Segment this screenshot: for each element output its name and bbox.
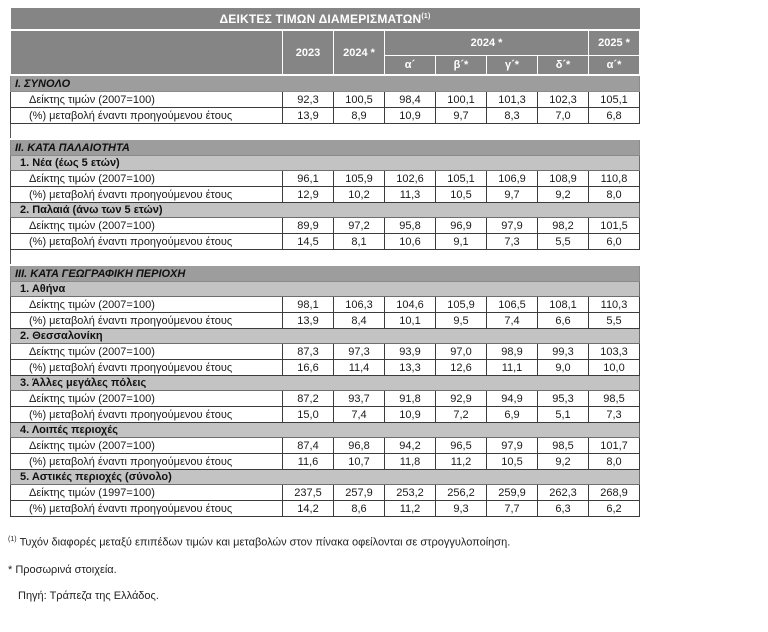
value-cell: 268,9	[589, 485, 640, 501]
row-label: (%) μεταβολή έναντι προηγούμενου έτους	[11, 407, 283, 423]
value-cell: 9,7	[487, 187, 538, 203]
value-cell: 8,0	[589, 187, 640, 203]
value-cell: 98,5	[538, 438, 589, 454]
value-cell: 100,5	[334, 92, 385, 108]
quarter-header-b: β´*	[436, 56, 487, 76]
subsection-heading-other-areas	[11, 423, 640, 438]
value-cell: 10,6	[385, 234, 436, 250]
value-cell: 7,3	[589, 407, 640, 423]
value-cell: 105,9	[436, 297, 487, 313]
value-cell: 11,8	[385, 454, 436, 470]
value-cell: 8,1	[334, 234, 385, 250]
value-cell: 11,2	[436, 454, 487, 470]
value-cell: 97,9	[487, 218, 538, 234]
quarter-header-a-2025: α´*	[589, 56, 640, 76]
value-cell: 98,5	[589, 391, 640, 407]
subsection-heading-new	[11, 156, 640, 171]
value-cell: 97,0	[436, 344, 487, 360]
value-cell: 7,4	[334, 407, 385, 423]
row-label: Δείκτης τιμών (2007=100)	[11, 297, 283, 313]
value-cell: 101,3	[487, 92, 538, 108]
section-heading-label: I. ΣΥΝΟΛΟ	[11, 75, 640, 92]
footnote-rounding-text: Τυχόν διαφορές μεταξύ επιπέδων τιμών και μεταβολών στον πίνακα οφείλονται σε στρογγυλοποίηση.	[19, 536, 511, 549]
value-cell: 257,9	[334, 485, 385, 501]
footnote-provisional: * Προσωρινά στοιχεία.	[8, 563, 117, 576]
table-row	[11, 360, 640, 376]
value-cell: 110,8	[589, 171, 640, 187]
value-cell: 96,8	[334, 438, 385, 454]
value-cell: 6,0	[589, 234, 640, 250]
value-cell: 14,2	[283, 501, 334, 517]
value-cell: 101,5	[589, 218, 640, 234]
value-cell: 253,2	[385, 485, 436, 501]
value-cell: 103,3	[589, 344, 640, 360]
value-cell: 6,3	[538, 501, 589, 517]
value-cell: 98,1	[283, 297, 334, 313]
value-cell: 10,0	[589, 360, 640, 376]
table-title-row	[11, 8, 640, 30]
table-row	[11, 344, 640, 360]
section-heading-label: II. ΚΑΤΑ ΠΑΛΑΙΟΤΗΤΑ	[11, 139, 640, 156]
value-cell: 97,3	[334, 344, 385, 360]
value-cell: 91,8	[385, 391, 436, 407]
value-cell: 7,2	[436, 407, 487, 423]
value-cell: 8,3	[487, 108, 538, 124]
table-row	[11, 501, 640, 517]
value-cell: 16,6	[283, 360, 334, 376]
group-header-2024-quarters: 2024 *	[385, 30, 589, 56]
quarter-header-a: α´	[385, 56, 436, 76]
row-label: Δείκτης τιμών (2007=100)	[11, 344, 283, 360]
row-label: (%) μεταβολή έναντι προηγούμενου έτους	[11, 187, 283, 203]
value-cell: 100,1	[436, 92, 487, 108]
value-cell: 256,2	[436, 485, 487, 501]
col-header-2023: 2023	[283, 30, 334, 75]
col-header-2024: 2024 *	[334, 30, 385, 75]
subsection-heading-label: 2. Θεσσαλονίκη	[11, 329, 640, 344]
value-cell: 106,9	[487, 171, 538, 187]
subsection-heading-athens	[11, 282, 640, 297]
value-cell: 105,1	[436, 171, 487, 187]
row-label: (%) μεταβολή έναντι προηγούμενου έτους	[11, 108, 283, 124]
subsection-heading-label: 4. Λοιπές περιοχές	[11, 423, 640, 438]
row-label: Δείκτης τιμών (2007=100)	[11, 438, 283, 454]
value-cell: 6,2	[589, 501, 640, 517]
row-label: Δείκτης τιμών (2007=100)	[11, 218, 283, 234]
value-cell: 15,0	[283, 407, 334, 423]
row-label: (%) μεταβολή έναντι προηγούμενου έτους	[11, 360, 283, 376]
value-cell: 87,4	[283, 438, 334, 454]
value-cell: 8,0	[589, 454, 640, 470]
section-gap	[11, 124, 640, 140]
subsection-heading-label: 1. Νέα (έως 5 ετών)	[11, 156, 640, 171]
table-row	[11, 454, 640, 470]
value-cell: 94,9	[487, 391, 538, 407]
table-row	[11, 187, 640, 203]
value-cell: 6,8	[589, 108, 640, 124]
value-cell: 12,6	[436, 360, 487, 376]
value-cell: 5,1	[538, 407, 589, 423]
table-row	[11, 171, 640, 187]
table-row	[11, 234, 640, 250]
value-cell: 6,6	[538, 313, 589, 329]
value-cell: 9,3	[436, 501, 487, 517]
quarter-header-d: δ´*	[538, 56, 589, 76]
row-label: Δείκτης τιμών (2007=100)	[11, 391, 283, 407]
value-cell: 11,2	[385, 501, 436, 517]
value-cell: 11,1	[487, 360, 538, 376]
value-cell: 105,9	[334, 171, 385, 187]
value-cell: 96,1	[283, 171, 334, 187]
value-cell: 11,6	[283, 454, 334, 470]
value-cell: 7,7	[487, 501, 538, 517]
value-cell: 106,3	[334, 297, 385, 313]
corner-cell	[11, 30, 283, 75]
value-cell: 98,4	[385, 92, 436, 108]
value-cell: 110,3	[589, 297, 640, 313]
table-row	[11, 438, 640, 454]
table-title	[11, 8, 640, 30]
footnotes	[8, 536, 748, 602]
subsection-heading-old	[11, 203, 640, 218]
value-cell: 13,9	[283, 313, 334, 329]
source-note: Πηγή: Τράπεζα της Ελλάδος.	[18, 589, 159, 602]
subsection-heading-label: 2. Παλαιά (άνω των 5 ετών)	[11, 203, 640, 218]
value-cell: 10,9	[385, 108, 436, 124]
value-cell: 8,4	[334, 313, 385, 329]
value-cell: 87,3	[283, 344, 334, 360]
table-row	[11, 407, 640, 423]
value-cell: 102,6	[385, 171, 436, 187]
title-footnote-ref: (1)	[421, 12, 431, 20]
subsection-heading-label: 1. Αθήνα	[11, 282, 640, 297]
subsection-heading-label: 5. Αστικές περιοχές (σύνολο)	[11, 470, 640, 485]
value-cell: 10,2	[334, 187, 385, 203]
value-cell: 106,5	[487, 297, 538, 313]
value-cell: 98,2	[538, 218, 589, 234]
value-cell: 101,7	[589, 438, 640, 454]
row-label: (%) μεταβολή έναντι προηγούμενου έτους	[11, 501, 283, 517]
value-cell: 98,9	[487, 344, 538, 360]
value-cell: 94,2	[385, 438, 436, 454]
value-cell: 105,1	[589, 92, 640, 108]
value-cell: 10,5	[436, 187, 487, 203]
value-cell: 10,9	[385, 407, 436, 423]
value-cell: 259,9	[487, 485, 538, 501]
value-cell: 9,5	[436, 313, 487, 329]
apartment-price-index-table	[10, 8, 640, 517]
table-row	[11, 313, 640, 329]
value-cell: 92,9	[436, 391, 487, 407]
section-heading-label: III. ΚΑΤΑ ΓΕΩΓΡΑΦΙΚΗ ΠΕΡΙΟΧΗ	[11, 265, 640, 282]
value-cell: 104,6	[385, 297, 436, 313]
header-row-years	[11, 30, 640, 56]
value-cell: 89,9	[283, 218, 334, 234]
value-cell: 9,0	[538, 360, 589, 376]
table-row	[11, 297, 640, 313]
table-row	[11, 218, 640, 234]
value-cell: 108,9	[538, 171, 589, 187]
row-label: (%) μεταβολή έναντι προηγούμενου έτους	[11, 234, 283, 250]
value-cell: 7,4	[487, 313, 538, 329]
section-gap	[11, 250, 640, 266]
subsection-heading-other-large-cities	[11, 376, 640, 391]
row-label: (%) μεταβολή έναντι προηγούμενου έτους	[11, 313, 283, 329]
value-cell: 92,3	[283, 92, 334, 108]
group-header-2025: 2025 *	[589, 30, 640, 56]
value-cell: 108,1	[538, 297, 589, 313]
value-cell: 262,3	[538, 485, 589, 501]
value-cell: 11,4	[334, 360, 385, 376]
value-cell: 9,1	[436, 234, 487, 250]
table-row	[11, 391, 640, 407]
value-cell: 7,3	[487, 234, 538, 250]
row-label: Δείκτης τιμών (2007=100)	[11, 171, 283, 187]
value-cell: 97,9	[487, 438, 538, 454]
row-label: Δείκτης τιμών (1997=100)	[11, 485, 283, 501]
table-title-text: ΔΕΙΚΤΕΣ ΤΙΜΩΝ ΔΙΑΜΕΡΙΣΜΑΤΩΝ	[219, 11, 422, 26]
value-cell: 9,2	[538, 187, 589, 203]
value-cell: 13,9	[283, 108, 334, 124]
value-cell: 96,5	[436, 438, 487, 454]
table-row	[11, 92, 640, 108]
section-heading-by-region	[11, 265, 640, 282]
section-heading-total	[11, 75, 640, 92]
value-cell: 93,9	[385, 344, 436, 360]
table-row	[11, 108, 640, 124]
row-label: Δείκτης τιμών (2007=100)	[11, 92, 283, 108]
table-body	[11, 75, 640, 517]
footnote-rounding	[8, 536, 748, 549]
value-cell: 99,3	[538, 344, 589, 360]
table-header	[11, 8, 640, 75]
value-cell: 97,2	[334, 218, 385, 234]
value-cell: 10,7	[334, 454, 385, 470]
value-cell: 95,8	[385, 218, 436, 234]
value-cell: 93,7	[334, 391, 385, 407]
value-cell: 9,7	[436, 108, 487, 124]
value-cell: 12,9	[283, 187, 334, 203]
subsection-heading-label: 3. Άλλες μεγάλες πόλεις	[11, 376, 640, 391]
value-cell: 5,5	[538, 234, 589, 250]
section-heading-by-age	[11, 139, 640, 156]
value-cell: 95,3	[538, 391, 589, 407]
value-cell: 11,3	[385, 187, 436, 203]
value-cell: 8,9	[334, 108, 385, 124]
value-cell: 13,3	[385, 360, 436, 376]
table-row	[11, 485, 640, 501]
value-cell: 14,5	[283, 234, 334, 250]
quarter-header-c: γ´*	[487, 56, 538, 76]
subsection-heading-urban-areas	[11, 470, 640, 485]
value-cell: 10,5	[487, 454, 538, 470]
footnote-ref-1: (1)	[8, 536, 17, 543]
value-cell: 7,0	[538, 108, 589, 124]
value-cell: 96,9	[436, 218, 487, 234]
row-label: (%) μεταβολή έναντι προηγούμενου έτους	[11, 454, 283, 470]
value-cell: 6,9	[487, 407, 538, 423]
value-cell: 237,5	[283, 485, 334, 501]
value-cell: 87,2	[283, 391, 334, 407]
value-cell: 9,2	[538, 454, 589, 470]
value-cell: 10,1	[385, 313, 436, 329]
value-cell: 5,5	[589, 313, 640, 329]
subsection-heading-thessaloniki	[11, 329, 640, 344]
value-cell: 102,3	[538, 92, 589, 108]
value-cell: 8,6	[334, 501, 385, 517]
